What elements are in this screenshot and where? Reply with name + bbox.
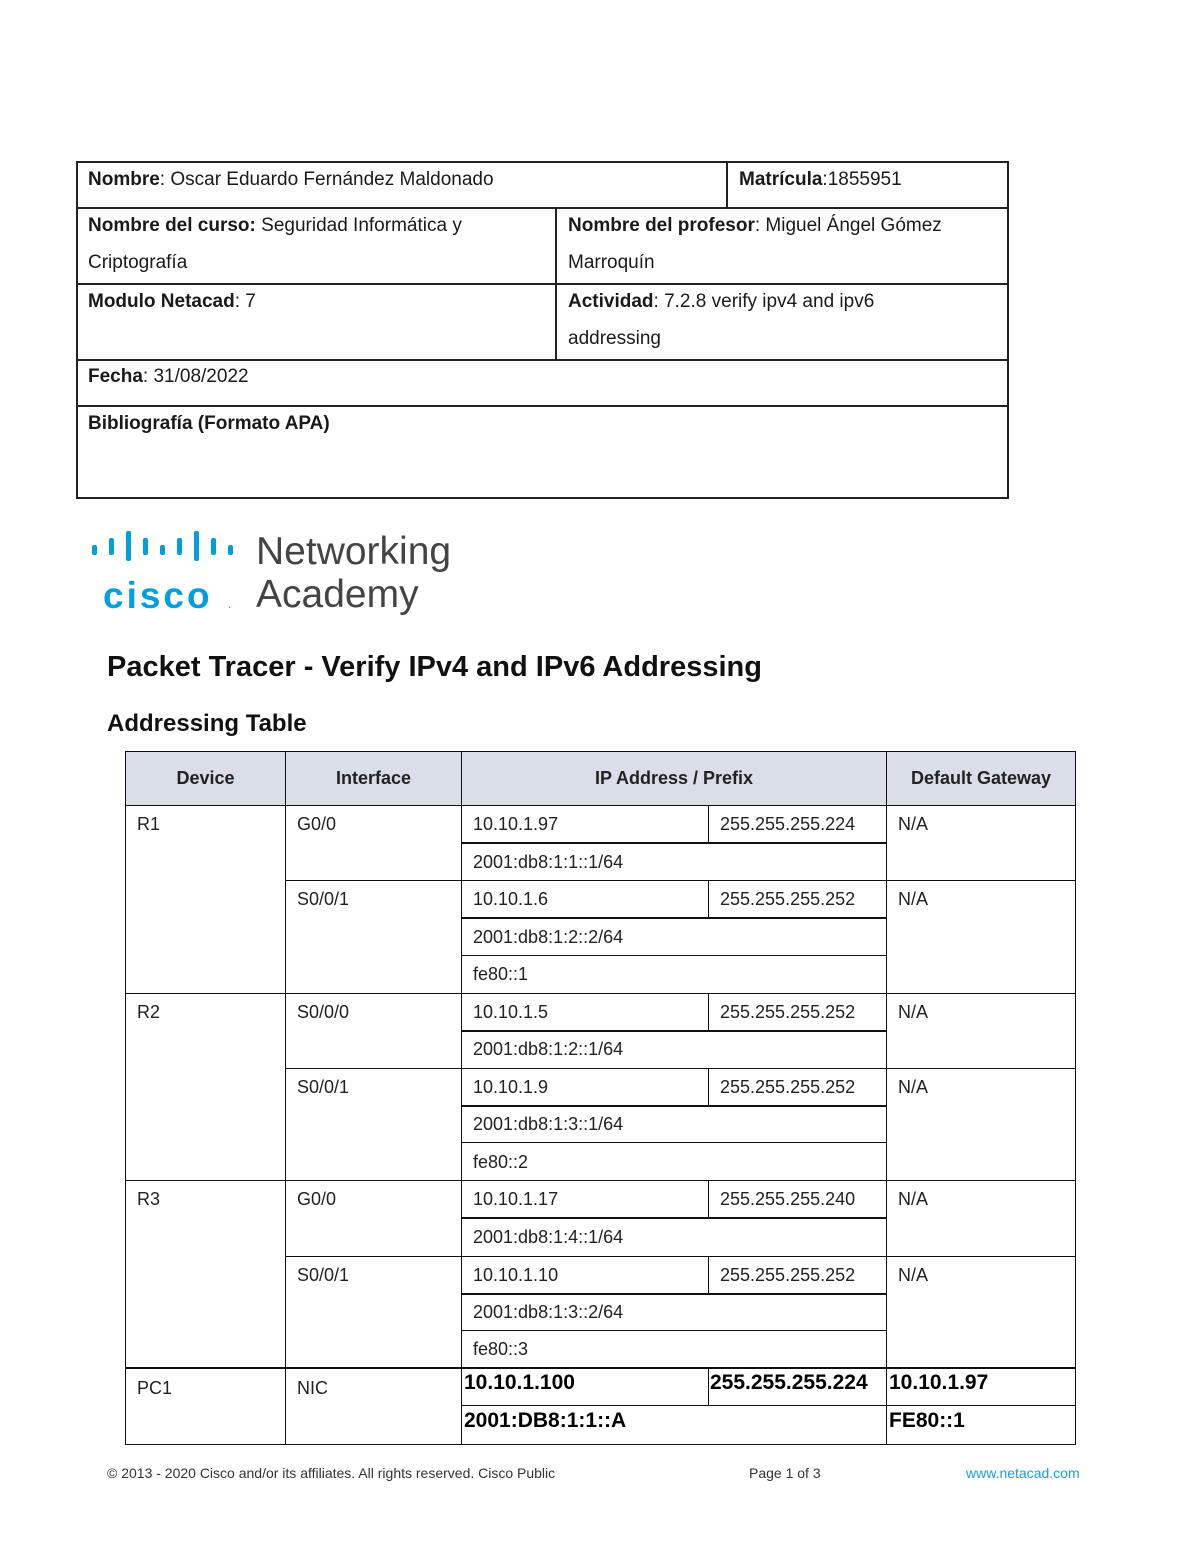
ipv6-cell: 2001:DB8:1:1::A	[464, 1409, 627, 1432]
profesor-cell	[558, 205, 1008, 283]
cisco-networking-academy-logo	[90, 530, 490, 625]
gateway-cell: N/A	[898, 1077, 929, 1097]
bibliografia-label: Bibliografía (Formato APA)	[88, 413, 330, 434]
curso-value: Seguridad Informática y	[255, 215, 462, 236]
ipv4-cell: 10.10.1.9	[473, 1077, 549, 1097]
row-line	[285, 1068, 1076, 1069]
header-device: Device	[126, 752, 285, 805]
curso-cell	[78, 205, 553, 283]
logo-text	[256, 530, 451, 616]
ipv4-cell: 10.10.1.5	[473, 1002, 549, 1022]
header-ip-address: IP Address / Prefix	[462, 752, 886, 805]
footer-page-number: Page 1 of 3	[749, 1465, 821, 1481]
mask-cell: 255.255.255.252	[720, 1265, 856, 1285]
mask-cell: 255.255.255.252	[720, 1077, 856, 1097]
svg-text:cisco: cisco	[103, 575, 213, 616]
row-line	[285, 880, 1076, 881]
ipv6-cell: 2001:db8:1:2::2/64	[473, 927, 624, 947]
actividad-value: : 7.2.8 verify ipv4 and ipv6	[653, 291, 875, 312]
actividad-label: Actividad	[568, 291, 654, 312]
fecha-cell	[78, 356, 1007, 397]
fecha-value: : 31/08/2022	[142, 366, 249, 387]
ipv4-cell: 10.10.1.10	[473, 1265, 559, 1285]
table-border	[125, 751, 1076, 752]
matricula-cell	[729, 159, 1009, 200]
mask-cell: 255.255.255.240	[720, 1189, 856, 1209]
footer-copyright: © 2013 - 2020 Cisco and/or its affiliates. All rights reserved. Cisco Public	[107, 1465, 556, 1481]
matricula-value: :1855951	[822, 169, 902, 190]
ipv6-cell: 2001:db8:1:2::1/64	[473, 1039, 624, 1059]
row-line	[125, 1180, 1076, 1181]
actividad-value-cont: addressing	[568, 328, 661, 349]
divider	[726, 163, 728, 208]
nombre-value: : Oscar Eduardo Fernández Maldonado	[159, 169, 494, 190]
profesor-label: Nombre del profesor	[568, 215, 755, 236]
device-cell: R1	[137, 814, 161, 834]
svg-text:.: .	[228, 597, 232, 611]
ipv4-cell: 10.10.1.97	[473, 814, 559, 834]
logo-line-academy: Academy	[256, 573, 419, 616]
interface-cell: S0/0/1	[297, 889, 350, 909]
interface-cell: S0/0/1	[297, 1265, 350, 1285]
link-local-cell: fe80::1	[473, 964, 529, 984]
gateway-cell: N/A	[898, 814, 929, 834]
cisco-logo-icon	[90, 530, 250, 625]
ipv4-cell: 10.10.1.100	[464, 1371, 575, 1394]
mask-cell: 255.255.255.224	[710, 1371, 868, 1394]
ipv6-cell: 2001:db8:1:1::1/64	[473, 852, 624, 872]
ipv4-cell: 10.10.1.17	[473, 1189, 559, 1209]
modulo-label: Modulo Netacad	[88, 291, 235, 312]
ipv6-cell: 2001:db8:1:4::1/64	[473, 1227, 624, 1247]
nombre-label: Nombre	[88, 169, 160, 190]
device-cell: R3	[137, 1189, 161, 1209]
curso-label: Nombre del curso:	[88, 215, 256, 236]
gateway-cell: N/A	[898, 1265, 929, 1285]
gateway-cell: N/A	[898, 1189, 929, 1209]
table-border	[125, 751, 126, 1445]
mask-cell: 255.255.255.224	[720, 814, 856, 834]
interface-cell: S0/0/0	[297, 1002, 350, 1022]
device-cell: R2	[137, 1002, 161, 1022]
gateway-cell: N/A	[898, 1002, 929, 1022]
header-interface: Interface	[286, 752, 461, 805]
nombre-cell	[78, 159, 718, 200]
ipv6-cell: 2001:db8:1:3::2/64	[473, 1302, 624, 1322]
section-title: Addressing Table	[107, 710, 307, 737]
mask-cell: 255.255.255.252	[720, 1002, 856, 1022]
interface-cell: S0/0/1	[297, 1077, 350, 1097]
page-title: Packet Tracer - Verify IPv4 and IPv6 Addressing	[107, 651, 762, 683]
interface-cell: G0/0	[297, 814, 337, 834]
header-default-gateway: Default Gateway	[887, 752, 1075, 805]
profesor-value-cont: Marroquín	[568, 252, 655, 273]
ipv6-cell: 2001:db8:1:3::1/64	[473, 1114, 624, 1134]
link-local-cell: fe80::3	[473, 1339, 529, 1359]
table-border	[125, 1444, 1076, 1445]
gateway-v6-cell: FE80::1	[889, 1409, 965, 1432]
modulo-cell	[78, 281, 553, 322]
footer-link[interactable]: www.netacad.com	[966, 1465, 1080, 1481]
modulo-value: : 7	[234, 291, 256, 312]
addressing-table	[125, 751, 1076, 1445]
device-cell: PC1	[137, 1378, 173, 1398]
bibliografia-cell	[78, 403, 1007, 444]
table-border	[1075, 751, 1076, 1445]
link-local-cell: fe80::2	[473, 1152, 529, 1172]
gateway-cell: 10.10.1.97	[889, 1371, 989, 1394]
curso-value-cont: Criptografía	[88, 252, 188, 273]
logo-line-networking: Networking	[256, 530, 452, 573]
row-line	[125, 805, 1076, 806]
gateway-cell: N/A	[898, 889, 929, 909]
interface-cell: G0/0	[297, 1189, 337, 1209]
matricula-label: Matrícula	[739, 169, 823, 190]
profesor-value: : Miguel Ángel Gómez	[754, 215, 942, 236]
mask-cell: 255.255.255.252	[720, 889, 856, 909]
fecha-label: Fecha	[88, 366, 143, 387]
interface-cell: NIC	[297, 1378, 328, 1398]
row-line	[285, 1256, 1076, 1257]
row-line	[125, 993, 1076, 994]
divider	[555, 207, 557, 360]
ipv4-cell: 10.10.1.6	[473, 889, 549, 909]
actividad-cell	[558, 281, 1008, 359]
student-info-table	[76, 161, 1009, 499]
